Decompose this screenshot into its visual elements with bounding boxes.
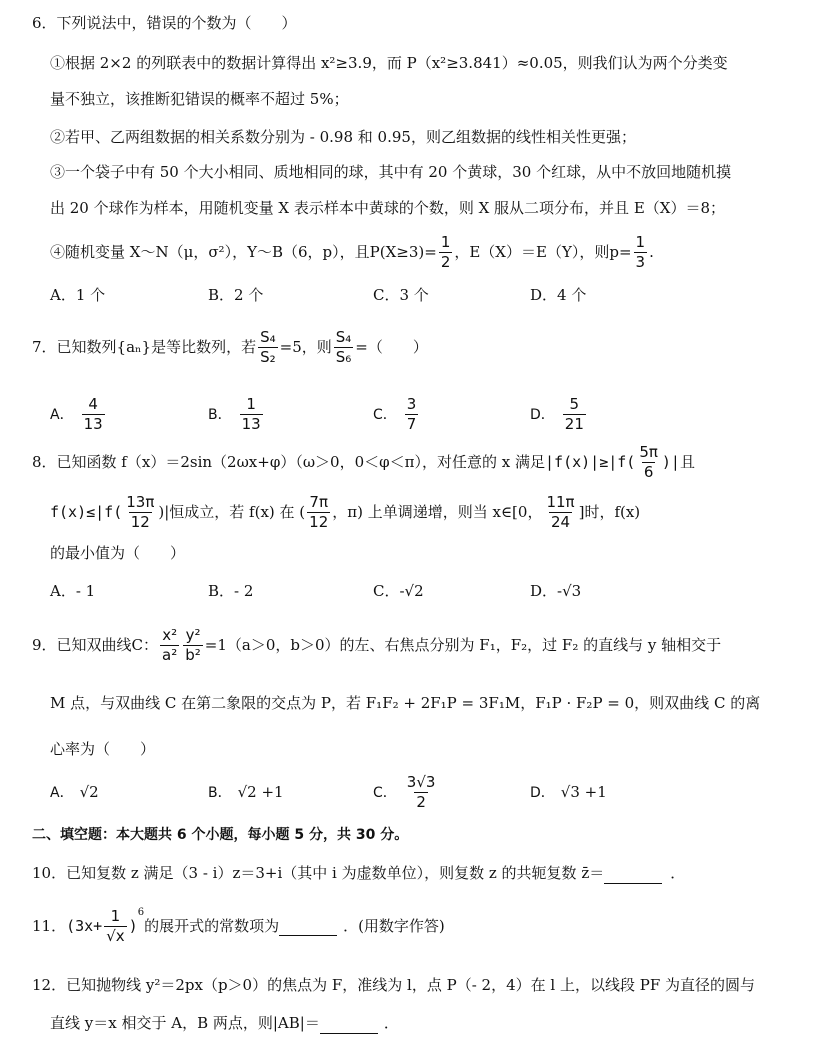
fraction-numerator: 1	[246, 394, 256, 413]
q7-option-d[interactable]	[530, 392, 588, 436]
q9-option-c[interactable]	[373, 772, 439, 812]
q12-line-1: 12．已知抛物线 y²＝2px（p＞0）的焦点为 F，准线为 l，点 P（- 2，4）在 l 上，以线段 PF 为直径的圆与	[32, 976, 755, 994]
q8-option-a[interactable]: A．- 1	[50, 582, 96, 600]
q12-l2-pre: 直线 y＝x 相交于 A，B 两点，则|AB|＝	[50, 1014, 320, 1032]
q8-l2-mid1: )|恒成立，若 f(x) 在 (	[158, 503, 306, 521]
q6-option-d[interactable]: D．4 个	[530, 286, 587, 304]
option-fraction	[405, 772, 438, 811]
fraction-numerator: 11π	[546, 492, 575, 511]
q8-l1-end: )|且	[661, 453, 695, 471]
q7-fraction-s4-s6	[334, 327, 354, 366]
q9-l1-pre: 9．已知双曲线C：	[32, 636, 159, 654]
q7-fraction-s4-s2	[258, 327, 278, 366]
q8-option-b[interactable]: B．- 2	[208, 582, 254, 600]
option-fraction	[563, 394, 586, 433]
q8-l2-mid2: ，π) 上单调递增，则当 x∈[0，	[332, 503, 543, 521]
fraction-denominator: 12	[130, 512, 150, 531]
q8-line-2	[50, 490, 790, 534]
q8-l2-end: ]时，f(x)	[578, 503, 641, 521]
q6-statement-2: ②若甲、乙两组数据的相关系数分别为 - 0.98 和 0.95，则乙组数据的线性相关性更强；	[50, 128, 636, 146]
option-label: B．	[208, 407, 232, 423]
option-fraction	[405, 394, 419, 433]
fraction-numerator: 1	[110, 906, 121, 925]
q9-option-b[interactable]	[208, 772, 284, 812]
q11-fraction-1-sqrtx	[104, 906, 126, 945]
fraction-denominator: 7	[406, 414, 417, 433]
fraction-denominator: S₆	[335, 347, 352, 366]
q7-option-b[interactable]	[208, 392, 265, 436]
option-label: D．	[530, 785, 555, 801]
q12-line-2	[50, 1012, 790, 1034]
fraction-denominator: S₂	[260, 347, 276, 366]
fraction-denominator: 13	[83, 414, 103, 433]
fraction-denominator: 24	[550, 512, 571, 531]
option-label: C．	[373, 785, 397, 801]
fraction-numerator: S₄	[335, 327, 352, 346]
q8-options	[50, 580, 790, 604]
option-label: B．	[208, 785, 232, 801]
q9-line-2: M 点，与双曲线 C 在第二象限的交点为 P，若 F₁F₂ + 2F₁P = 3F₁M，F₁P · F₂P = 0，则双曲线 C 的离	[50, 694, 761, 712]
q8-l1-abs: |f(x)|≥|f(	[545, 453, 636, 471]
q11-exponent: 6	[137, 907, 145, 918]
fraction-denominator: 2	[440, 252, 451, 271]
q8-option-d[interactable]: D．-√3	[530, 582, 582, 600]
option-label: C．	[373, 407, 397, 423]
q6-s4-fraction-1	[439, 232, 453, 271]
q10-answer-blank[interactable]	[604, 867, 662, 884]
q12-answer-blank[interactable]	[320, 1017, 378, 1034]
option-label: A．	[50, 785, 74, 801]
q6-statement-4	[50, 232, 790, 272]
q6-statement-3a: ③一个袋子中有 50 个大小相同、质地相同的球，其中有 20 个黄球，30 个红球，从中不放回地随机摸	[50, 163, 732, 181]
q10-stem	[32, 862, 790, 884]
q7-pre: 7．已知数列{aₙ}是等比数列，若	[32, 338, 257, 356]
q9-fraction-x2-a2	[160, 625, 179, 664]
fraction-numerator: 1	[440, 232, 451, 251]
q6-s4-end: .	[649, 243, 654, 261]
q6-options	[50, 284, 790, 308]
q9-fraction-y2-b2	[183, 625, 203, 664]
q9-options	[50, 772, 790, 816]
q11-close: )	[128, 917, 138, 935]
q6-statement-3b: 出 20 个球作为样本，用随机变量 X 表示样本中黄球的个数，则 X 服从二项分布，并且 E（X）＝8；	[50, 199, 725, 217]
q11-open: (3x+	[66, 917, 103, 935]
q11-mid: 的展开式的常数项为	[144, 917, 280, 935]
fraction-denominator: 3	[635, 252, 646, 271]
q9-line-3: 心率为（ ）	[50, 740, 156, 758]
q11-number: 11．	[32, 917, 67, 935]
q8-fraction-5pi-6	[637, 442, 660, 481]
q8-fraction-7pi-12	[307, 492, 330, 531]
fraction-numerator: 4	[88, 394, 98, 413]
q10-pre: 10．已知复数 z 满足（3 - i）z＝3+i（其中 i 为虚数单位），则复数 z 的共轭复数 z̄＝	[32, 864, 605, 882]
q7-options	[50, 392, 790, 436]
option-value: √3 +1	[560, 783, 607, 801]
fraction-denominator: 12	[309, 512, 329, 531]
q10-end: ．	[670, 864, 686, 882]
option-label: D．	[530, 407, 555, 423]
q6-statement-1b: 量不独立，该推断犯错误的概率不超过 5%；	[50, 90, 349, 108]
option-value: √2 +1	[237, 783, 284, 801]
fraction-denominator: √x	[106, 926, 125, 945]
fraction-denominator: 13	[241, 414, 261, 433]
q6-option-a[interactable]: A．1 个	[50, 286, 106, 304]
q7-option-a[interactable]	[50, 392, 107, 436]
fraction-denominator: 21	[564, 414, 584, 433]
q11-stem	[32, 904, 790, 948]
option-fraction	[240, 394, 263, 433]
q8-option-c[interactable]: C．-√2	[373, 582, 424, 600]
fraction-numerator: 3√3	[406, 772, 436, 791]
option-value: √2	[79, 783, 99, 801]
section-2-heading: 二、填空题：本大题共 6 个小题，每小题 5 分，共 30 分。	[32, 827, 409, 843]
option-label: A．	[50, 407, 74, 423]
q9-option-d[interactable]	[530, 772, 607, 812]
q11-end: ．(用数字作答)	[343, 917, 445, 935]
fraction-numerator: 7π	[309, 492, 328, 511]
q6-option-b[interactable]: B．2 个	[208, 286, 264, 304]
q6-statement-1a: ①根据 2×2 的列联表中的数据计算得出 x²≥3.9，而 P（x²≥3.841）≈0.05，则我们认为两个分类变	[50, 54, 728, 72]
fraction-denominator: 2	[416, 792, 426, 811]
q9-option-a[interactable]	[50, 772, 99, 812]
q6-stem: 6．下列说法中，错误的个数为（ ）	[32, 14, 297, 32]
fraction-denominator: 6	[643, 462, 654, 481]
q8-line-1	[32, 440, 790, 484]
fraction-numerator: 1	[635, 232, 646, 251]
q8-fraction-11pi-24	[544, 492, 576, 531]
q6-s4-pre: ④随机变量 X～N（μ，σ²），Y～B（6，p），且P(X≥3)=	[50, 243, 437, 261]
fraction-numerator: 13π	[126, 492, 155, 511]
fraction-numerator: 5	[569, 394, 580, 413]
fraction-numerator: S₄	[260, 327, 276, 346]
fraction-denominator: a²	[162, 645, 178, 664]
fraction-numerator: y²	[185, 625, 201, 644]
q6-s4-fraction-2	[634, 232, 648, 271]
fraction-numerator: x²	[162, 625, 178, 644]
q11-answer-blank[interactable]	[279, 919, 337, 936]
q6-s4-mid: ，E（X）＝E（Y），则p=	[454, 243, 632, 261]
fraction-numerator: 3	[406, 394, 417, 413]
q7-end: =（ ）	[355, 338, 428, 356]
q9-l1-end: =1（a＞0，b＞0）的左、右焦点分别为 F₁，F₂，过 F₂ 的直线与 y 轴相交于	[204, 636, 722, 654]
q9-line-1	[32, 620, 790, 670]
q8-line-3: 的最小值为（ ）	[50, 544, 186, 562]
q8-fraction-13pi-12	[124, 492, 156, 531]
fraction-numerator: 5π	[639, 442, 658, 461]
q7-stem	[32, 322, 790, 372]
q7-mid: =5，则	[279, 338, 332, 356]
q7-option-c[interactable]	[373, 392, 420, 436]
q6-option-c[interactable]: C．3 个	[373, 286, 429, 304]
fraction-denominator: b²	[185, 645, 201, 664]
option-fraction	[82, 394, 105, 433]
q12-l2-end: ．	[383, 1014, 399, 1032]
q8-l1-pre: 8．已知函数 f（x）＝2sin（2ωx+φ）（ω＞0，0＜φ＜π），对任意的 x 满足	[32, 453, 546, 471]
q8-l2-pre: f(x)≤|f(	[50, 503, 123, 521]
